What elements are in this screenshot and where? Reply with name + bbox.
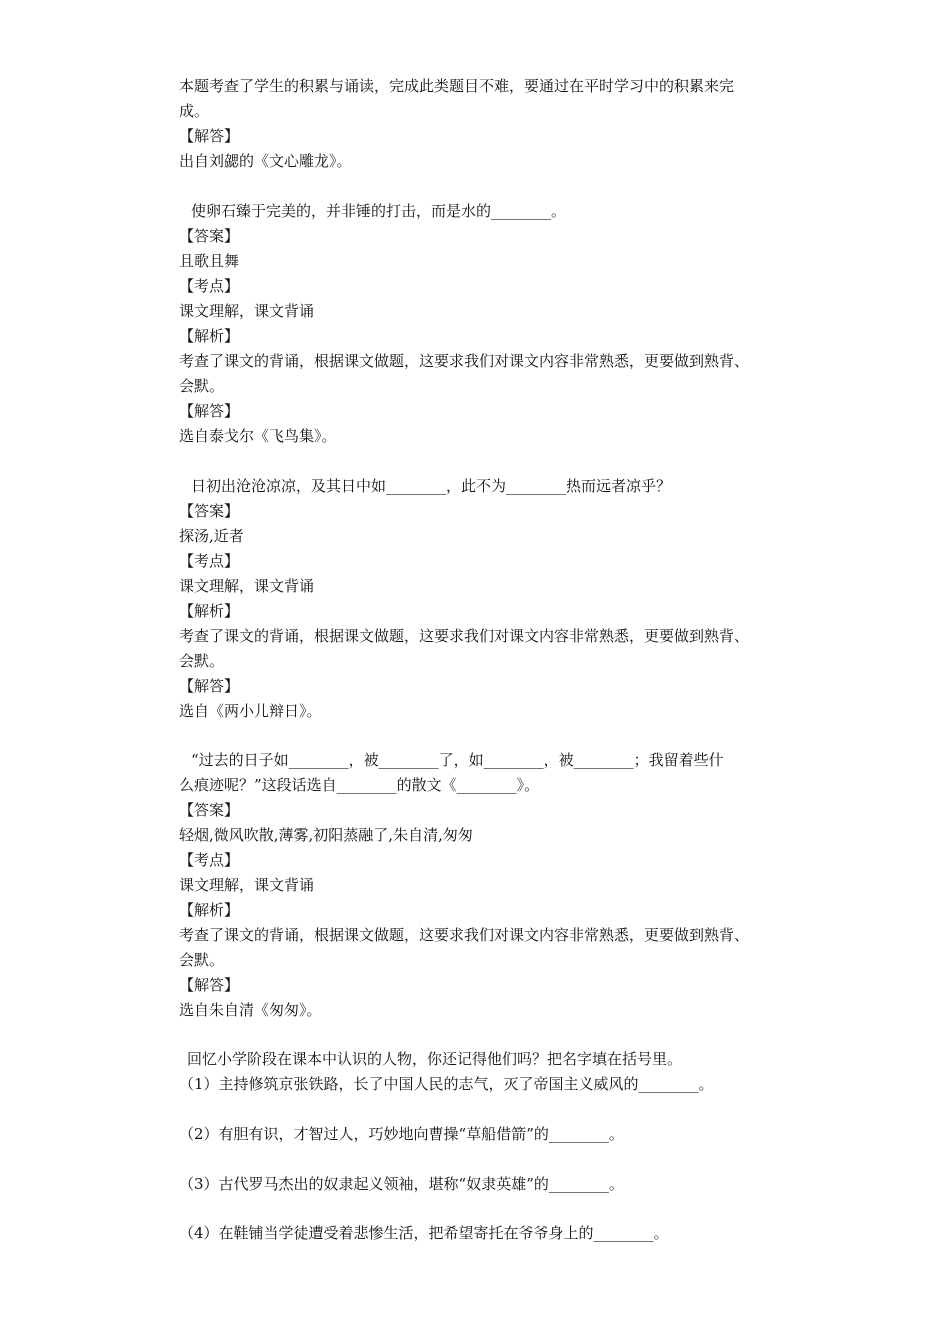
answer-text: 探汤,近者: [179, 527, 244, 545]
analysis-text-cont: 成。: [179, 102, 210, 120]
question-text: “过去的日子如________，被________了，如________，被________；我留着些什: [191, 751, 724, 769]
answer-heading: 【答案】: [179, 801, 240, 819]
question-text: 日初出沧沧凉凉，及其日中如________，此不为________热而远者凉乎？: [191, 477, 672, 495]
analysis-heading: 【解析】: [179, 901, 240, 919]
analysis-heading: 【解析】: [179, 602, 240, 620]
analysis-text: 考查了课文的背诵，根据课文做题，这要求我们对课文内容非常熟悉，更要做到熟背、: [179, 627, 750, 645]
sub-question-2: （2）有胆有识，才智过人，巧妙地向曹操“草船借箭”的________。: [179, 1125, 624, 1143]
solution-text: 选自朱自清《匆匆》。: [179, 1001, 322, 1019]
answer-text: 且歌且舞: [179, 252, 240, 270]
topic-heading: 【考点】: [179, 851, 240, 869]
analysis-heading: 【解析】: [179, 327, 240, 345]
answer-text: 轻烟,微风吹散,薄雾,初阳蒸融了,朱自清,匆匆: [179, 826, 473, 844]
question-text-cont: 么痕迹呢？”这段话选自________的散文《________》。: [179, 776, 540, 794]
sub-question-1: （1）主持修筑京张铁路，长了中国人民的志气，灭了帝国主义威风的________。: [179, 1075, 714, 1093]
solution-text: 选自泰戈尔《飞鸟集》。: [179, 427, 337, 445]
solution-text: 出自刘勰的《文心雕龙》。: [179, 152, 352, 170]
question-text: 回忆小学阶段在课本中认识的人物，你还记得他们吗？把名字填在括号里。: [187, 1050, 683, 1068]
topic-heading: 【考点】: [179, 552, 240, 570]
answer-heading: 【答案】: [179, 502, 240, 520]
solution-heading: 【解答】: [179, 402, 240, 420]
topic-heading: 【考点】: [179, 277, 240, 295]
topic-text: 课文理解，课文背诵: [179, 876, 315, 894]
analysis-text: 本题考查了学生的积累与诵读，完成此类题目不难，要通过在平时学习中的积累来完: [179, 77, 735, 95]
question-text: 使卵石臻于完美的，并非锤的打击，而是水的________。: [191, 202, 567, 220]
answer-heading: 【答案】: [179, 227, 240, 245]
solution-heading: 【解答】: [179, 976, 240, 994]
analysis-text-cont: 会默。: [179, 951, 225, 969]
solution-heading: 【解答】: [179, 127, 240, 145]
topic-text: 课文理解，课文背诵: [179, 302, 315, 320]
analysis-text: 考查了课文的背诵，根据课文做题，这要求我们对课文内容非常熟悉，更要做到熟背、: [179, 926, 750, 944]
topic-text: 课文理解，课文背诵: [179, 577, 315, 595]
solution-text: 选自《两小儿辩日》。: [179, 702, 322, 720]
sub-question-3: （3）古代罗马杰出的奴隶起义领袖，堪称“奴隶英雄”的________。: [179, 1175, 624, 1193]
analysis-text: 考查了课文的背诵，根据课文做题，这要求我们对课文内容非常熟悉，更要做到熟背、: [179, 352, 750, 370]
solution-heading: 【解答】: [179, 677, 240, 695]
analysis-text-cont: 会默。: [179, 652, 225, 670]
sub-question-4: （4）在鞋铺当学徒遭受着悲惨生活，把希望寄托在爷爷身上的________。: [179, 1224, 669, 1242]
analysis-text-cont: 会默。: [179, 377, 225, 395]
